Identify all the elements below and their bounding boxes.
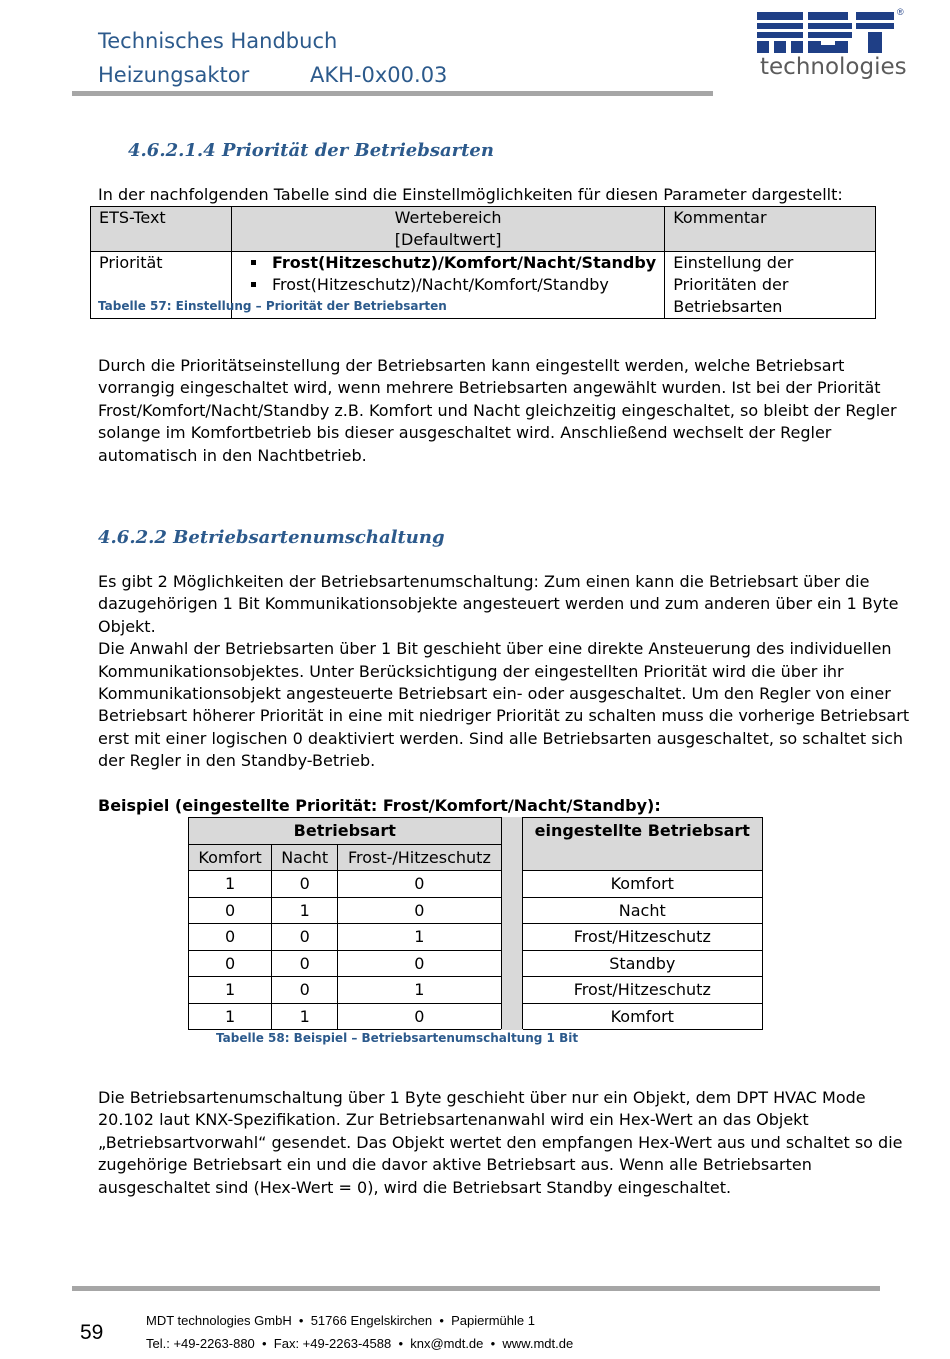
cell-frost: 0 bbox=[338, 871, 501, 898]
paragraph-line: Die Anwahl der Betriebsarten über 1 Bit geschieht über eine direkte Ansteuerung des individuellen bbox=[98, 639, 892, 659]
byte-switching-paragraph bbox=[98, 1087, 903, 1199]
table-row bbox=[189, 1003, 763, 1030]
footer-rule bbox=[72, 1286, 880, 1291]
logo-tagline: technologies bbox=[760, 54, 907, 80]
paragraph-line: zugehörige Betriebsart ein und die davor aktive Betriebsart aus. Wenn alle Betriebsarten bbox=[98, 1155, 812, 1175]
cell-frost: 1 bbox=[338, 924, 501, 951]
cell-komfort: 1 bbox=[189, 1003, 272, 1030]
paragraph-line: erst mit einer logischen 0 deaktiviert werden. Sind alle Betriebsarten ausgeschaltet, so schaltet sich bbox=[98, 728, 903, 748]
table57-caption: Tabelle 57: Einstellung – Priorität der Betriebsarten bbox=[98, 299, 447, 313]
cell-result: Komfort bbox=[522, 1003, 762, 1030]
row-comment: Einstellung der Prioritäten der Betriebsarten bbox=[665, 252, 876, 319]
header-model: AKH-0x00.03 bbox=[310, 63, 448, 87]
cell-komfort: 1 bbox=[189, 977, 272, 1004]
section-heading-switching: 4.6.2.2 Betriebsartenumschaltung bbox=[98, 527, 445, 548]
table-row bbox=[189, 897, 763, 924]
col-ets-text: ETS-Text bbox=[91, 207, 232, 252]
cell-frost: 0 bbox=[338, 950, 501, 977]
col-value-range-label: Wertebereich bbox=[394, 208, 502, 227]
paragraph-line: Objekt. bbox=[98, 616, 156, 636]
paragraph-line: ausgeschaltet sind (Hex-Wert = 0), wird die Betriebsart Standby eingeschaltet. bbox=[98, 1177, 732, 1197]
registered-mark: ® bbox=[897, 7, 904, 17]
table-row bbox=[189, 924, 763, 951]
example-table bbox=[188, 817, 763, 1030]
separator-column bbox=[501, 818, 522, 1030]
section-heading-priority: 4.6.2.1.4 Priorität der Betriebsarten bbox=[128, 140, 494, 161]
row-label: Priorität bbox=[91, 252, 232, 319]
paragraph-line: vorrangig eingeschaltet wird, wenn mehrere Betriebsarten angewählt wurden. Ist bei der Priorität bbox=[98, 378, 881, 398]
col-comment: Kommentar bbox=[665, 207, 876, 252]
cell-nacht: 0 bbox=[272, 977, 338, 1004]
mdt-logo bbox=[757, 7, 907, 84]
table-row bbox=[189, 950, 763, 977]
cell-nacht: 1 bbox=[272, 897, 338, 924]
result-head: eingestellte Betriebsart bbox=[522, 818, 762, 871]
paragraph-line: „Betriebsartvorwahl“ gesendet. Das Objekt wertet den empfangen Hex-Wert aus und schaltet so die bbox=[98, 1132, 903, 1152]
cell-result: Frost/Hitzeschutz bbox=[522, 924, 762, 951]
cell-komfort: 0 bbox=[189, 924, 272, 951]
cell-result: Nacht bbox=[522, 897, 762, 924]
table-row bbox=[189, 871, 763, 898]
cell-nacht: 0 bbox=[272, 924, 338, 951]
paragraph-line: automatisch in den Nachtbetrieb. bbox=[98, 445, 367, 465]
paragraph-line: 20.102 laut KNX-Spezifikation. Zur Betriebsartenanwahl wird ein Hex-Wert an das Objekt bbox=[98, 1110, 809, 1130]
example-group-header bbox=[189, 818, 763, 845]
page-number: 59 bbox=[80, 1321, 104, 1344]
cell-frost: 0 bbox=[338, 897, 501, 924]
header-title: Technisches Handbuch bbox=[98, 29, 338, 53]
cell-nacht: 0 bbox=[272, 871, 338, 898]
cell-nacht: 0 bbox=[272, 950, 338, 977]
paragraph-line: der Regler in den Standby-Betrieb. bbox=[98, 751, 376, 771]
col-frost: Frost-/Hitzeschutz bbox=[338, 844, 501, 871]
cell-komfort: 1 bbox=[189, 871, 272, 898]
paragraph-line: Die Betriebsartenumschaltung über 1 Byte geschieht über nur ein Objekt, dem DPT HVAC Mode bbox=[98, 1088, 866, 1107]
paragraph-line: dazugehörigen 1 Bit Kommunikationsobjekte angesteuert werden und zum anderen über ein 1 Byte bbox=[98, 594, 899, 614]
cell-nacht: 1 bbox=[272, 1003, 338, 1030]
cell-result: Komfort bbox=[522, 871, 762, 898]
footer-contact: Tel.: +49-2263-880 • Fax: +49-2263-4588 • knx@mdt.de • www.mdt.de bbox=[146, 1336, 574, 1351]
priority-paragraph bbox=[98, 355, 897, 467]
paragraph-line: Es gibt 2 Möglichkeiten der Betriebsartenumschaltung: Zum einen kann die Betriebsart über die bbox=[98, 572, 870, 591]
header-product: Heizungsaktor bbox=[98, 63, 250, 87]
cell-komfort: 0 bbox=[189, 950, 272, 977]
col-default-label: [Defaultwert] bbox=[394, 230, 502, 249]
table57-intro: In der nachfolgenden Tabelle sind die Einstellmöglichkeiten für diesen Parameter dargestellt: bbox=[98, 185, 843, 204]
paragraph-line: Frost/Komfort/Nacht/Standby z.B. Komfort und Nacht gleichzeitig eingeschaltet, so bleibt der Regler bbox=[98, 400, 897, 420]
cell-frost: 0 bbox=[338, 1003, 501, 1030]
paragraph-line: solange im Komfortbetrieb bis dieser ausgeschaltet wird. Anschließend wechselt der Regler bbox=[98, 423, 832, 443]
cell-result: Frost/Hitzeschutz bbox=[522, 977, 762, 1004]
group-head-operating-mode: Betriebsart bbox=[189, 818, 502, 845]
switching-paragraph bbox=[98, 571, 909, 773]
paragraph-line: Kommunikationsobjekt angesteuerte Betriebsart ein- oder ausgeschaltet. Um den Regler von einer bbox=[98, 684, 891, 704]
option-alt: ▪ Frost(Hitzeschutz)/Nacht/Komfort/Standby bbox=[268, 274, 656, 296]
footer-company: MDT technologies GmbH • 51766 Engelskirchen • Papiermühle 1 bbox=[146, 1313, 535, 1328]
paragraph-line: Betriebsart höherer Priorität in eine mit niedriger Priorität zu schalten muss die vorherige Betriebsart bbox=[98, 706, 910, 726]
mdt-logo-mark bbox=[757, 10, 897, 54]
paragraph-line: Kommunikationsobjektes. Unter Berücksichtigung der eingestellten Priorität wird die über ihr bbox=[98, 661, 844, 681]
table-row bbox=[189, 977, 763, 1004]
cell-frost: 1 bbox=[338, 977, 501, 1004]
example-title: Beispiel (eingestellte Priorität: Frost/Komfort/Nacht/Standby): bbox=[98, 796, 661, 815]
header-rule bbox=[72, 91, 713, 96]
cell-result: Standby bbox=[522, 950, 762, 977]
option-default: ▪ Frost(Hitzeschutz)/Komfort/Nacht/Standby bbox=[268, 252, 656, 274]
col-komfort: Komfort bbox=[189, 844, 272, 871]
col-nacht: Nacht bbox=[272, 844, 338, 871]
paragraph-line: Durch die Prioritätseinstellung der Betriebsarten kann eingestellt werden, welche Betriebsart bbox=[98, 356, 845, 375]
table58-caption: Tabelle 58: Beispiel – Betriebsartenumschaltung 1 Bit bbox=[216, 1031, 579, 1045]
table-header-row bbox=[91, 207, 876, 252]
cell-komfort: 0 bbox=[189, 897, 272, 924]
col-value-range bbox=[232, 207, 665, 252]
